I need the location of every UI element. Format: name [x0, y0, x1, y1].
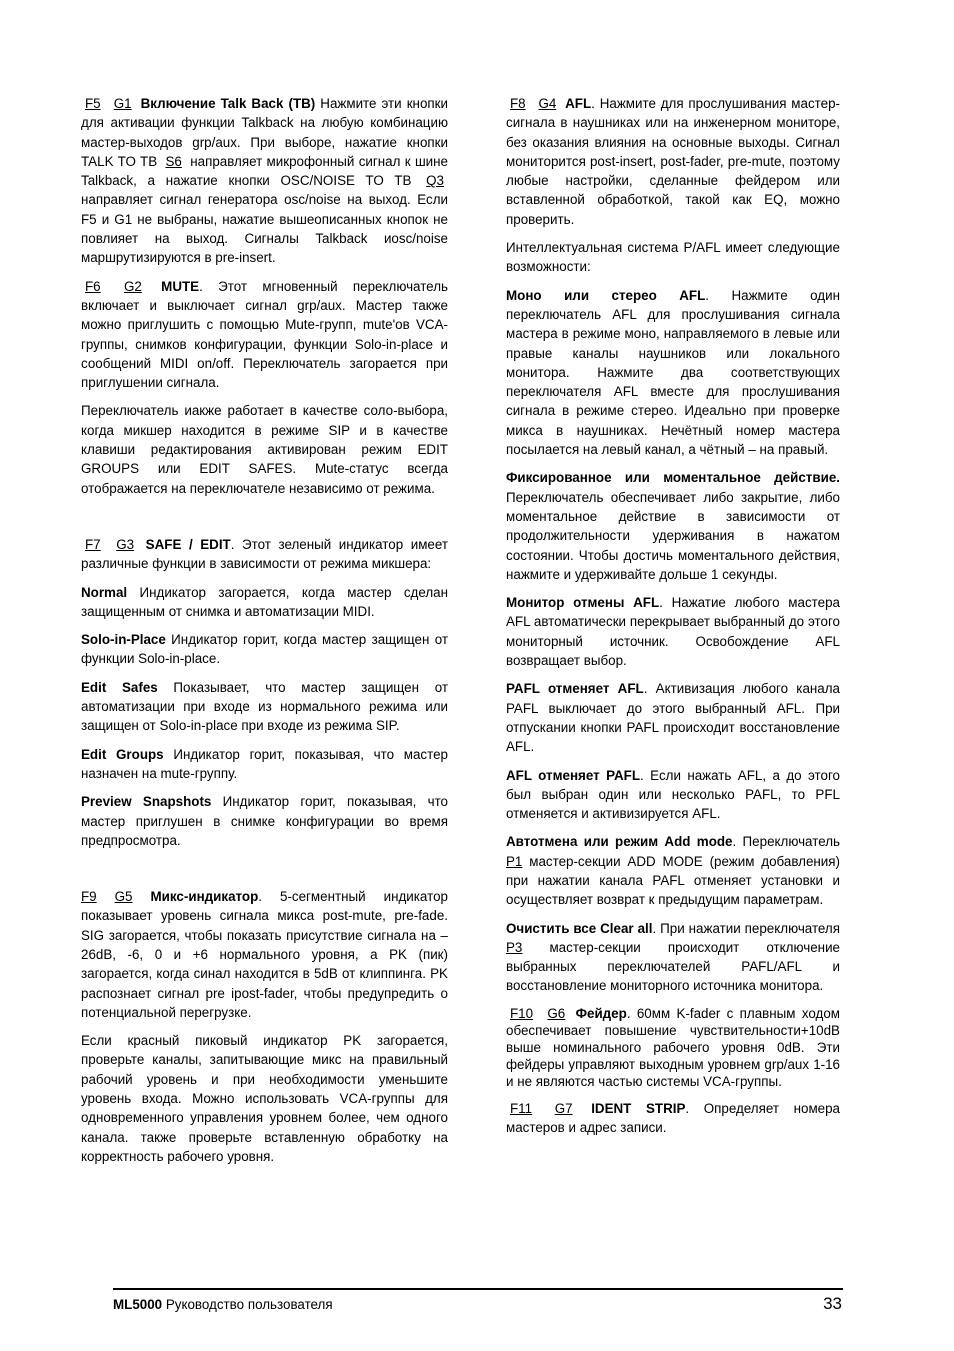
ref-key: G3: [116, 536, 135, 552]
heading: Фиксированное или моментальное действие.: [506, 470, 840, 486]
product-name: ML5000: [113, 1297, 163, 1312]
para-edit-safes: [81, 678, 448, 736]
heading: Монитор отмены AFL: [506, 595, 660, 611]
ref-key: F11: [510, 1100, 533, 1116]
heading: SAFE / EDIT: [145, 536, 231, 552]
heading: Автотмена или режим Add mode: [506, 834, 733, 850]
para-fader: [506, 1005, 840, 1090]
heading: PAFL отменяет AFL: [506, 681, 644, 697]
ref-key: F10: [510, 1005, 534, 1021]
para-fixed: [506, 468, 840, 584]
manual-title: Руководство пользователя: [162, 1297, 333, 1312]
para-mono-stereo: [506, 286, 840, 460]
text: . Нажмите один переключатель AFL для прослушивания сигнала мастера в режиме моно, направляемого в левые или правые каналы наушников или локального монитора. Нажмите два соответствующих переключателя AFL вместе для прослушивания сигнала в режиме стерео. Идеально при проверке микса в наушниках. Нечётный номер мастера посылается на левый канал, а чётный – на правый.: [506, 287, 840, 458]
para-mute-extra: Переключатель иакже работает в качестве соло-выбора, когда микшер находится в режиме SIP и в качестве клавиши редактирования активирован режим EDIT GROUPS или EDIT SAFES. Mute-статус всегда отображается на переключателе независимо от режима.: [81, 403, 448, 496]
page-number: 33: [823, 1294, 842, 1313]
text: . 60мм K-fader с плавным ходом обеспечивает повышение чувствительности+10dB выше номинального рабочего уровня 0dB. Эти фейдеры управляют выходным уровнем grp/aux 1-16 и не являются частью системы VCA-группы.: [506, 1005, 840, 1089]
text: . 5-сегментный индикатор показывает уровень сигнала микса post-mute, pre-fade. SIG загорается, чтобы показать присутствие сигнала на –26dB, -6, 0 и +6 нормального уровня, а PK (пик) загорается, когда синал находится в 5dB от клиппинга. PK распознает сигнал pre ipost-fader, чтобы предупредить о потенциальной перегрузке.: [81, 889, 448, 1020]
text: мастер-секции происходит отключение выбранных переключателей PAFL/AFL и восстановление мониторного источника монитора.: [506, 939, 840, 994]
footer-title: [113, 1297, 333, 1312]
heading: Включение Talk Back (TB): [140, 96, 316, 111]
text: направляет сигнал генератора osc/noise на выход. Если F5 и G1 не выбраны, нажатие вышеописанных кнопок не повлияет на выход. Сигналы Talkback иosc/noise маршрутизируются в pre-insert.: [81, 192, 448, 266]
text: . Нажатие любого мастера AFL автоматически перекрывает выбранный до этого мониторный источник. Освобождение AFL возвращает выбор.: [506, 595, 840, 669]
para-cancel: [506, 593, 840, 670]
para-afl: [506, 94, 840, 229]
para-mute: [81, 277, 448, 393]
heading: AFL: [565, 96, 592, 111]
para-sip: [81, 630, 448, 669]
text: . Этот зеленый индикатор имеет различные функции в зависимости от режима микшера:: [81, 536, 448, 572]
ref-key: G4: [538, 96, 557, 111]
heading: Фейдер: [575, 1005, 627, 1021]
ref-key: F8: [510, 96, 526, 111]
footer-rule: [113, 1288, 843, 1290]
heading: Очистить все Clear all: [506, 920, 653, 936]
para-afl-cancels: [506, 766, 840, 824]
para-mix-meter: [81, 887, 448, 1022]
text: Индикатор горит, показывая, что мастер приглушен в снимке конфигурации во время предпросмотра.: [81, 794, 448, 848]
text: Показывает, что мастер защищен от автоматизации при входе из нормального режима или защищен от Solo-in-place при входе из режима SIP.: [81, 679, 448, 734]
ref-key: G2: [123, 278, 142, 294]
para-pafl: [506, 679, 840, 756]
text: Индикатор горит, показывая, что мастер назначен на mute-группу.: [81, 746, 449, 781]
ref-key: F6: [85, 278, 101, 294]
para-intro: Интеллектуальная система P/AFL имеет следующие возможности:: [506, 240, 840, 275]
ref-key: P3: [506, 939, 523, 955]
ref-key: G7: [554, 1100, 573, 1116]
ref-key: F7: [85, 536, 101, 552]
para-safe-edit: [81, 535, 448, 574]
para-edit-groups: [81, 745, 448, 784]
heading: Edit Groups: [81, 746, 164, 762]
heading: Solo-in-Place: [81, 632, 166, 648]
para-auto: [506, 832, 840, 909]
ref-key: F9: [81, 889, 97, 905]
para-clear: [506, 919, 840, 996]
text: направляет микрофонный сигнал к шине Talkback, а нажатие кнопки OSC/NOISE TO TB: [81, 153, 449, 189]
ref-key: G1: [113, 96, 132, 111]
heading: Микс-индикатор: [150, 889, 259, 905]
para-peak: Если красный пиковый индикатор PK загорается, проверьте каналы, запитывающие микс на правильный рабочий уровень и при необходимости уменьшите уровень входа. Можно использовать VCA-группы для одновременного управления уровнем более, чем одного канала. также проверьте вставленную обработку на корректность рабочего уровня.: [81, 1033, 448, 1164]
text: . Если нажать AFL, а до этого был выбран один или несколько PAFL, то PFL отменяется и активизируется AFL.: [506, 767, 840, 822]
ref-key: Q3: [426, 173, 444, 189]
text: . Переключатель: [732, 834, 840, 850]
heading: AFL отменяет PAFL: [506, 767, 641, 783]
heading: Edit Safes: [81, 679, 158, 695]
ref-key: G5: [114, 889, 133, 905]
ref-key: G6: [547, 1005, 566, 1021]
left-column: [81, 94, 448, 1175]
para-talkback: [81, 94, 448, 268]
heading: IDENT STRIP: [591, 1100, 686, 1116]
text: мастер-секции ADD MODE (режим добавления) при нажатии канала PAFL отменяет установки и осуществляет возврат к предыдущим параметрам.: [506, 853, 840, 908]
heading: Normal: [81, 584, 128, 600]
para-normal: [81, 583, 448, 622]
text: Переключатель обеспечивает либо закрытие, либо моментальное действие в зависимости от продолжительности удерживания в нажатом состоянии. Чтобы достичь моментального действия, нажмите и удерживайте дольше 1 секунды.: [506, 489, 840, 582]
heading: Preview Snapshots: [81, 794, 212, 810]
text: . Активизация любого канала PAFL выключает до этого выбранный AFL. При отпускании кнопки PAFL происходит восстановление AFL.: [506, 681, 840, 755]
text: Индикатор загорается, когда мастер сделан защищенным от снимка и автоматизации MIDI.: [81, 584, 448, 619]
text: Нажмите эти кнопки для активации функции Talkback на любую комбинацию мастер-выходов grp/aux. При выборе, нажатие кнопки TALK TO TB: [81, 96, 448, 169]
para-ident: [506, 1099, 840, 1138]
text: . При нажатии переключателя: [652, 920, 840, 936]
text: . Этот мгновенный переключатель включает и выключает сигнал grp/aux. Мастер также можно приглушить с помощью Mute-групп, mute'ов VCA-группы, снимков конфигурации, функции Solo-in-place и сообщений MIDI on/off. Переключатель загорается при приглушении сигнала.: [81, 278, 448, 391]
right-column: [506, 94, 840, 1146]
ref-key: S6: [165, 153, 182, 169]
heading: MUTE: [161, 278, 200, 294]
heading: Моно или стерео AFL: [506, 287, 706, 303]
para-preview: [81, 792, 448, 850]
ref-key: F5: [85, 96, 101, 111]
text: . Определяет номера мастеров и адрес записи.: [506, 1100, 840, 1136]
text: . Нажмите для прослушивания мастер-сигнала в наушниках или на инженерном мониторе, без оказания влияния на основные выходы. Сигнал мониторится post-insert, post-fader, pre-mute, поэтому любые настройки, сделанные фейдером или вставленной обработкой, такой как EQ, можно проверить.: [506, 96, 840, 227]
ref-key: P1: [506, 853, 523, 869]
text: Индикатор горит, когда мастер защищен от функции Solo-in-place.: [81, 632, 448, 667]
